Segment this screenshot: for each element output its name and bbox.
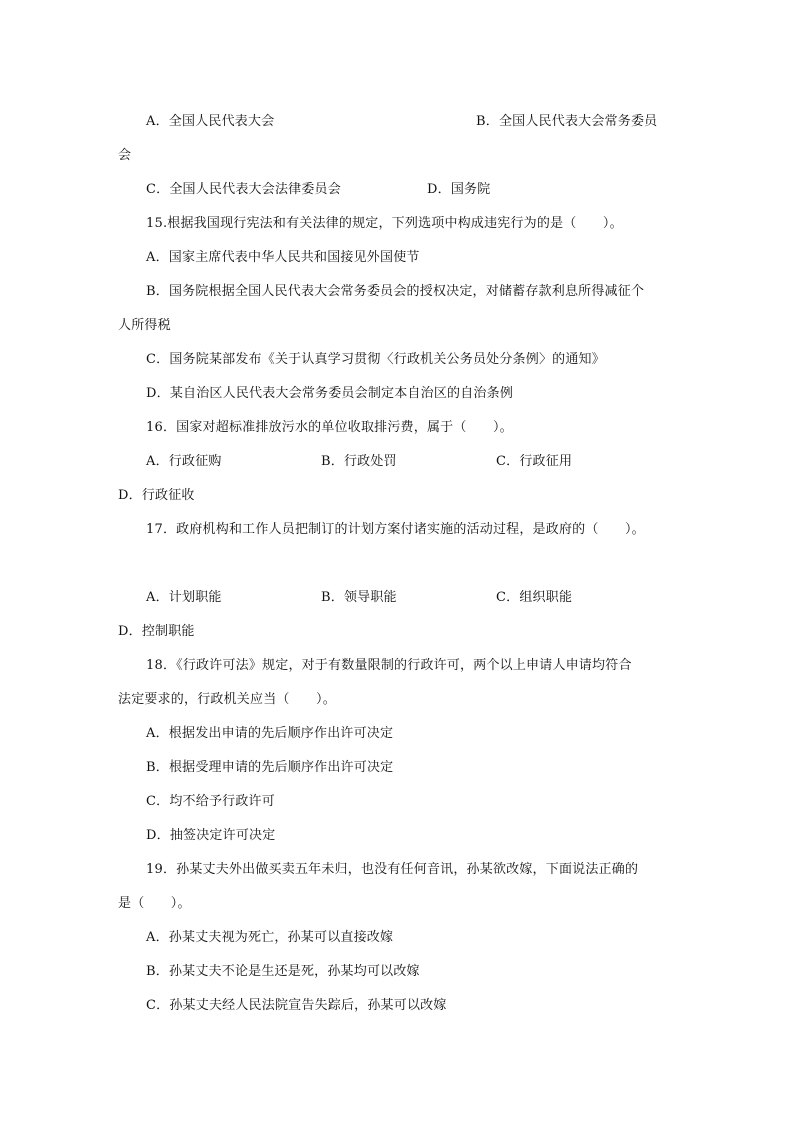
q14-option-b-continued: 会 <box>118 148 132 163</box>
q16-option-c: C．行政征用 <box>496 454 573 469</box>
q18-option-d: D．抽签决定许可决定 <box>146 828 276 843</box>
q19-stem-continued: 是（ ）。 <box>118 896 191 911</box>
q18-option-a: A．根据发出申请的先后顺序作出许可决定 <box>146 726 394 741</box>
q14-option-c: C．全国人民代表大会法律委员会 <box>146 182 341 197</box>
q19-option-b: B．孙某丈夫不论是生还是死，孙某均可以改嫁 <box>146 964 420 979</box>
q16-option-a: A．行政征购 <box>146 454 222 469</box>
q16-option-d: D．行政征收 <box>118 488 195 503</box>
q15-option-a: A．国家主席代表中华人民共和国接见外国使节 <box>146 250 420 265</box>
q15-option-b-continued: 人所得税 <box>118 318 171 333</box>
q14-option-a: A．全国人民代表大会 <box>146 114 275 129</box>
q17-option-d: D．控制职能 <box>118 624 195 639</box>
q18-stem-continued: 法定要求的，行政机关应当（ ）。 <box>118 692 336 707</box>
q16-stem: 16．国家对超标准排放污水的单位收取排污费，属于（ ）。 <box>146 420 513 435</box>
q17-option-b: B．领导职能 <box>321 590 397 605</box>
q16-option-b: B．行政处罚 <box>321 454 397 469</box>
q15-option-d: D．某自治区人民代表大会常务委员会制定本自治区的自治条例 <box>146 386 514 401</box>
q15-stem: 15.根据我国现行宪法和有关法律的规定，下列选项中构成违宪行为的是（ ）。 <box>146 216 623 231</box>
q18-option-c: C．均不给予行政许可 <box>146 794 275 809</box>
q17-option-a: A．计划职能 <box>146 590 222 605</box>
q15-option-b: B．国务院根据全国人民代表大会常务委员会的授权决定，对储蓄存款利息所得减征个 <box>146 284 645 299</box>
q17-option-c: C．组织职能 <box>496 590 573 605</box>
q18-option-b: B．根据受理申请的先后顺序作出许可决定 <box>146 760 394 775</box>
q14-option-b: B．全国人民代表大会常务委员 <box>476 114 658 129</box>
q19-stem: 19．孙某丈夫外出做买卖五年未归，也没有任何音讯，孙某欲改嫁，下面说法正确的 <box>146 862 639 877</box>
q18-stem: 18．《行政许可法》规定，对于有数量限制的行政许可，两个以上申请人申请均符合 <box>146 658 632 673</box>
q19-option-a: A．孙某丈夫视为死亡，孙某可以直接改嫁 <box>146 930 394 945</box>
q14-option-d: D．国务院 <box>427 182 491 197</box>
q15-option-c: C．国务院某部发布《关于认真学习贯彻〈行政机关公务员处分条例〉的通知》 <box>146 352 605 367</box>
q19-option-c: C．孙某丈夫经人民法院宣告失踪后，孙某可以改嫁 <box>146 998 447 1013</box>
q17-stem: 17．政府机构和工作人员把制订的计划方案付诸实施的活动过程，是政府的（ ）。 <box>146 522 645 537</box>
